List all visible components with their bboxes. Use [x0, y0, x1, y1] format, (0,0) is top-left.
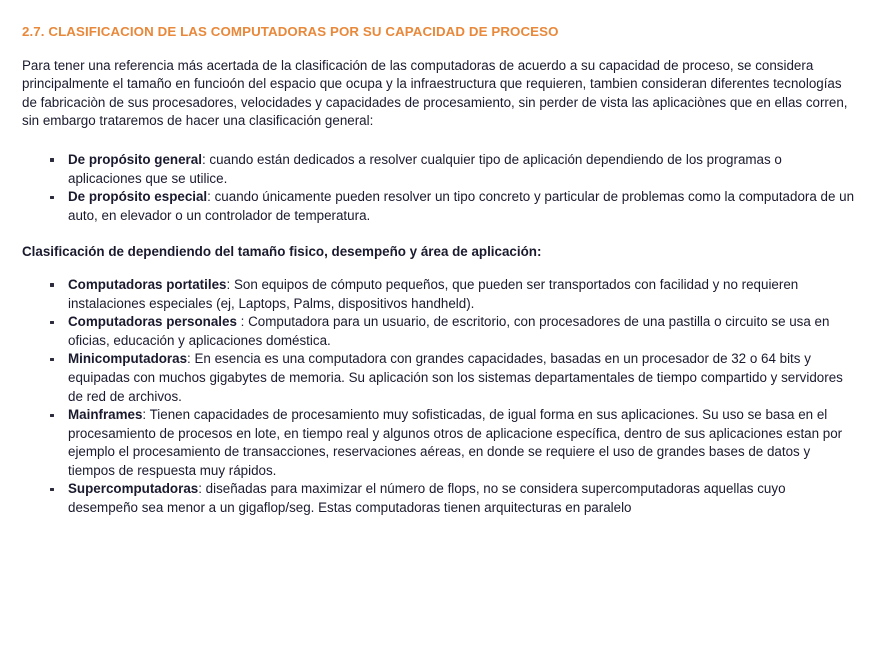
list-item-separator: : [142, 407, 150, 423]
bullet-point-icon [50, 196, 54, 200]
list-item-description: Computadora para un usuario, de escritorio, con procesadores de una pastilla o circuito se usa en oficias, educación y aplicaciones doméstica. [68, 314, 830, 348]
list-item-separator: : [226, 276, 234, 292]
list-item-term: De propósito especial [68, 189, 208, 205]
list-item-description: cuando están dedicados a resolver cualquier tipo de aplicación dependiendo de los programas o aplicaciones que se utilice. [68, 151, 782, 186]
list-item-separator: : [207, 189, 215, 205]
list-item-term: Computadoras personales [68, 314, 241, 330]
list-item-description: diseñadas para maximizar el número de flops, no se considera supercomputadoras aquellas cuyo desempeño sea menor a un gigaflop/seg. Estas computadoras tienen arquitecturas en paralelo [68, 481, 786, 516]
list-item [46, 188, 858, 225]
list-item [46, 313, 858, 350]
bullet-point-icon [50, 158, 54, 162]
bullet-point-icon [50, 488, 54, 492]
list-item [46, 350, 858, 406]
list-item [46, 406, 858, 480]
list-item-term: Supercomputadoras [68, 481, 199, 497]
list-item-separator: : [240, 314, 249, 330]
bullet-point-icon [50, 414, 54, 418]
list-item [46, 276, 858, 313]
list-item-separator: : [201, 151, 210, 167]
section-heading: Clasificación de dependiendo del tamaño fisico, desempeño y área de aplicación: [22, 244, 542, 260]
list-item [46, 151, 858, 188]
page-title: 2.7. CLASIFICACION DE LAS COMPUTADORAS POR SU CAPACIDAD DE PROCESO [22, 24, 559, 39]
list-item-term: Minicomputadoras [68, 351, 188, 367]
list-item-separator: : [187, 351, 195, 367]
list-item-term: Computadoras portatiles [68, 276, 227, 292]
intro-paragraph: Para tener una referencia más acertada de la clasificación de las computadoras de acuerdo a su capacidad de proceso, se considera principalmente el tamaño en funcioón del espacio que ocupa y la infraestructura que requieren, tambien consideran diferentes tecnologías de fabricaciòn de sus procesadores, velocidades y capacidades de procesamiento, sin perder de vista las aplicaciònes que en ellas corren, sin embargo trataremos de hacer una clasificación general: [22, 57, 848, 129]
list-item-description: Tienen capacidades de procesamiento muy sofisticadas, de igual forma en sus aplicaciones. Su uso se basa en el procesamiento de procesos en lote, en tiempo real y algunos otros de aplicacione específica, dentro de sus aplicaciones estan por ejemplo el procesamiento de transacciones, reservaciones aéreas, en donde se requiere el uso de grandes bases de datos y tiempos de respuesta muy rápidos. [68, 407, 843, 478]
list-item-description: Son equipos de cómputo pequeños, que pueden ser transportados con facilidad y no requieren instalaciones especiales (ej, Laptops, Palms, dispositivos handheld). [68, 276, 799, 311]
list-item-term: De propósito general [68, 151, 202, 167]
bullet-point-icon [50, 358, 54, 362]
list-item-description: En esencia es una computadora con grandes capacidades, basadas en un procesador de 32 o 64 bits y equipadas con muchos gigabytes de memoria. Su aplicación son los sistemas departamentales de tiempo compartido y servidores de red de archivos. [68, 351, 843, 404]
size-bullet-list [22, 276, 858, 518]
list-item [46, 480, 858, 517]
list-item-term: Mainframes [68, 407, 143, 423]
bullet-point-icon [50, 321, 54, 325]
purpose-bullet-list [22, 151, 858, 225]
bullet-point-icon [50, 283, 54, 287]
list-item-description: cuando únicamente pueden resolver un tipo concreto y particular de problemas como la computadora de un auto, en elevador o un controlador de temperatura. [68, 189, 855, 223]
list-item-separator: : [198, 481, 206, 497]
